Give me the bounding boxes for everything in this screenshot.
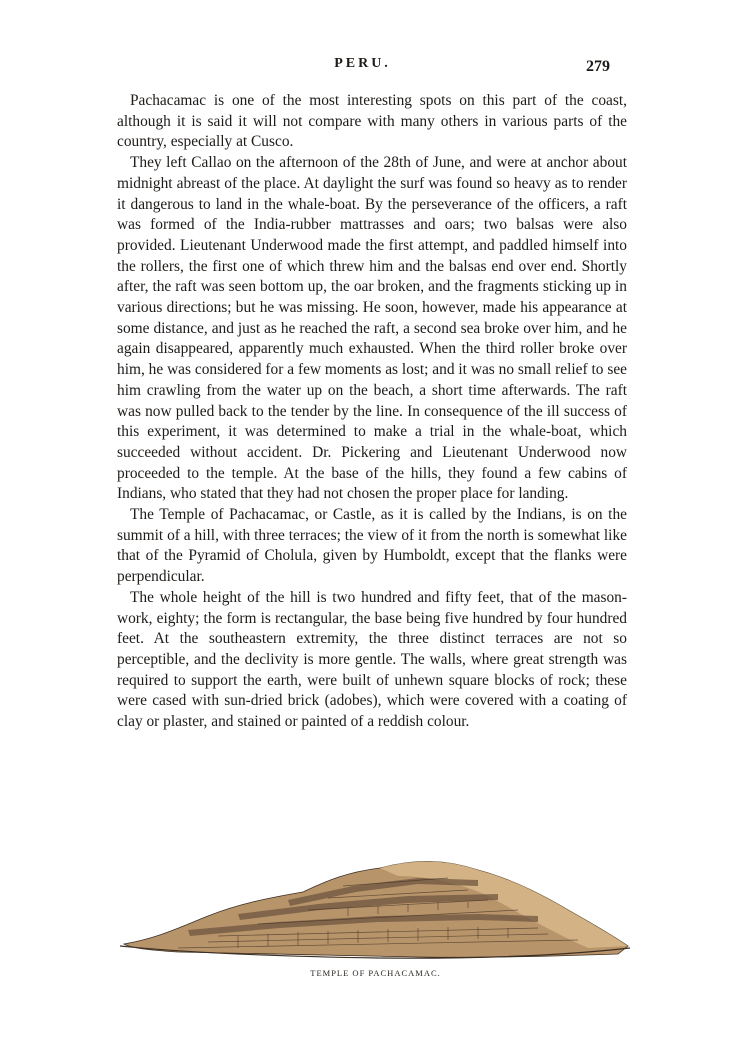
body-text xyxy=(117,91,627,733)
running-title: PERU. xyxy=(334,56,391,71)
figure-caption: TEMPLE OF PACHACAMAC. xyxy=(310,968,441,978)
page-number: 279 xyxy=(586,58,610,75)
paragraph-1: Pachacamac is one of the most interesting spots on this part of the coast, although it is said it will not compare with many others in various parts of the country, especially at Cusco. xyxy=(117,92,627,151)
temple-illustration xyxy=(118,850,633,990)
paragraph-3: The Temple of Pachacamac, or Castle, as it is called by the Indians, is on the summit of a hill, with three terraces; the view of it from the north is somewhat like that of the Pyramid of Cholula, given by Humboldt, except that the flanks were perpendicular. xyxy=(117,506,627,586)
paragraph-4: The whole height of the hill is two hundred and fifty feet, that of the mason-work, eighty; the form is rectangular, the base being five hundred by four hundred feet. At the southeastern extremity, the three distinct terraces are not so perceptible, and the declivity is more gentle. The walls, where great strength was required to support the earth, were built of unhewn square blocks of rock; these were cased with sun-dried brick (adobes), which were covered with a coating of clay or plaster, and stained or painted of a reddish colour. xyxy=(117,588,627,731)
running-head xyxy=(0,56,750,80)
paragraph-2: They left Callao on the afternoon of the 28th of June, and were at anchor about midnight abreast of the place. At daylight the surf was found so heavy as to render it dangerous to land in the whale-boat. By the perseverance of the officers, a raft was formed of the India-rubber mattrasses and oars; two balsas were also provided. Lieutenant Underwood made the first attempt, and paddled himself into the rollers, the first one of which threw him and the balsas end over end. Shortly after, the raft was seen bottom up, the oar broken, and the fragments sticking up in various directions; but he was missing. He soon, however, made his appearance at some distance, and just as he reached the raft, a second sea broke over him, and he again disappeared, apparently much exhausted. When the third roller broke over him, he was considered for a few moments as lost; and it was no small relief to see him crawling from the water up on the beach, a short time afterwards. The raft was now pulled back to the tender by the line. In consequence of the ill success of this experiment, it was determined to make a trial in the whale-boat, which succeeded without accident. Dr. Pickering and Lieutenant Underwood now proceeded to the temple. At the base of the hills, they found a few cabins of Indians, who stated that they had not chosen the proper place for landing. xyxy=(117,154,627,503)
temple-engraving xyxy=(118,850,633,965)
